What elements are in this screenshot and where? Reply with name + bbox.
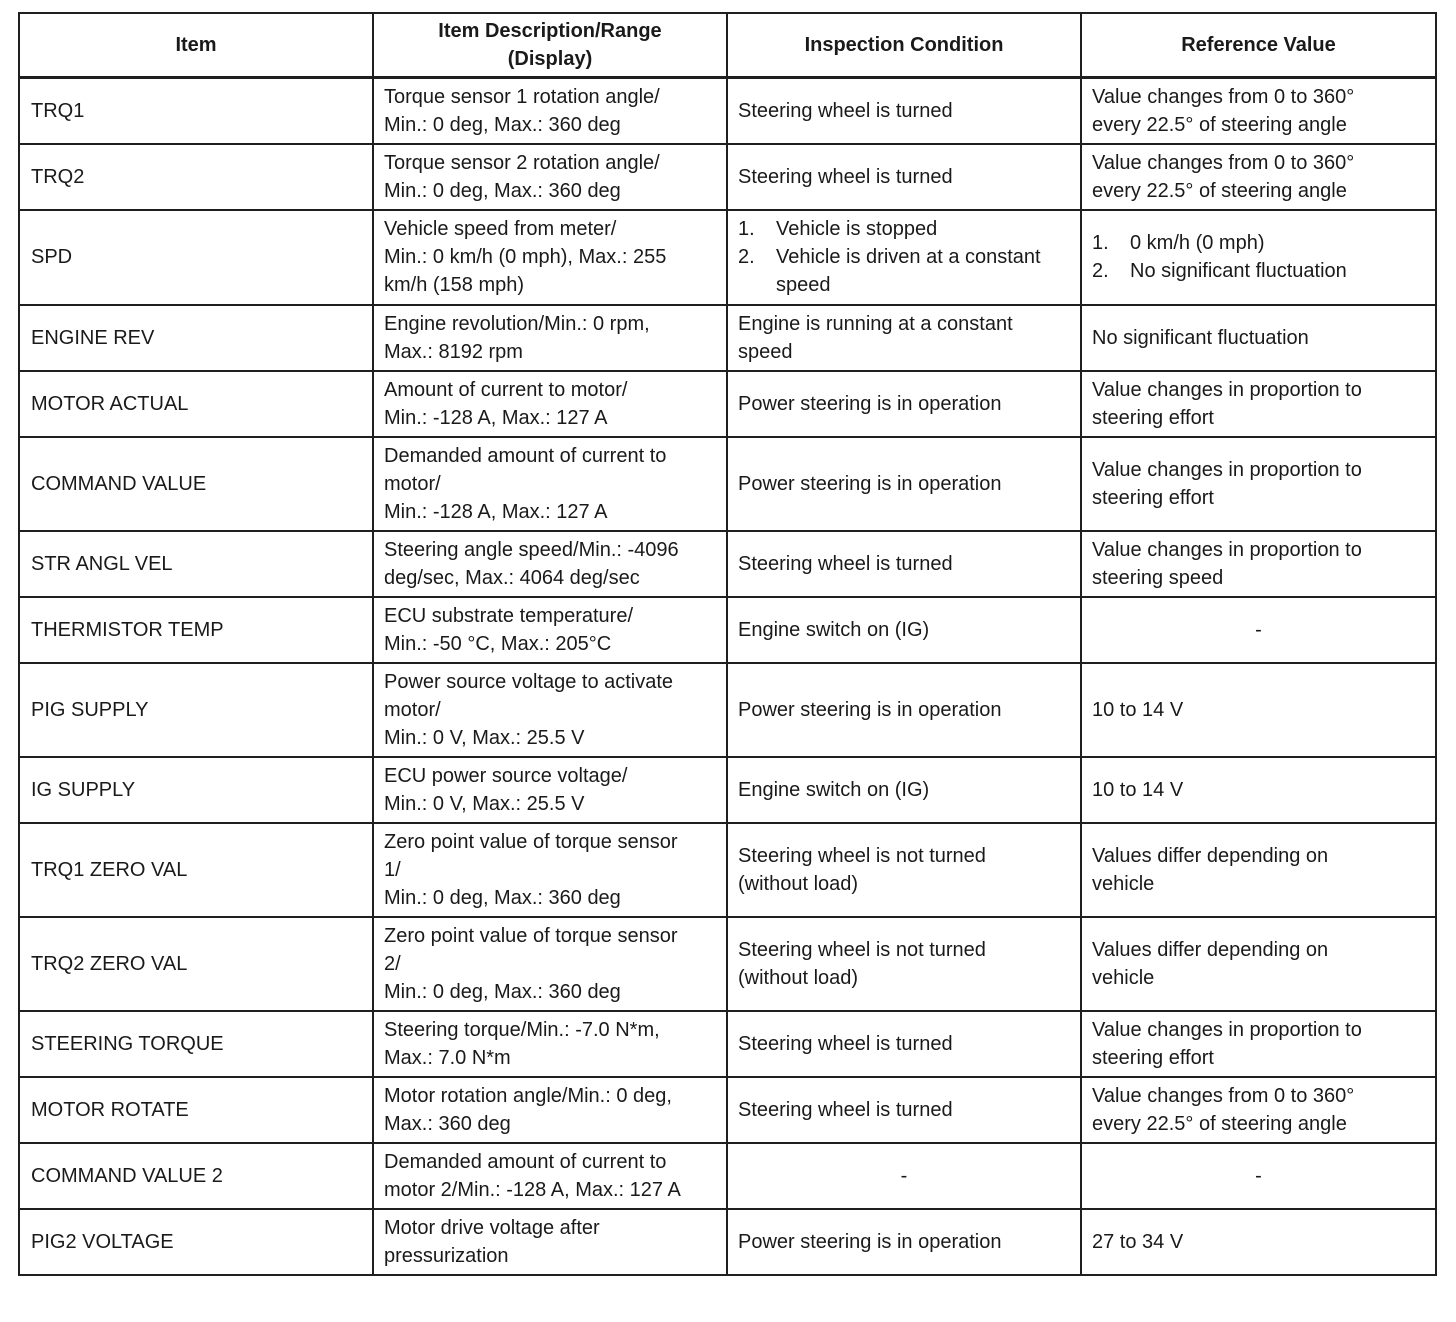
condition-cell: Power steering is in operation <box>727 1209 1081 1275</box>
description-cell: Torque sensor 2 rotation angle/ Min.: 0 deg, Max.: 360 deg <box>373 144 727 210</box>
reference-cell: 27 to 34 V <box>1081 1209 1436 1275</box>
condition-cell: Steering wheel is turned <box>727 78 1081 144</box>
description-cell: Vehicle speed from meter/ Min.: 0 km/h (0 mph), Max.: 255 km/h (158 mph) <box>373 210 727 305</box>
table-row <box>19 371 1436 437</box>
item-cell: SPD <box>19 210 373 305</box>
list-item: 1. Vehicle is stopped <box>738 218 938 240</box>
description-cell: Motor rotation angle/Min.: 0 deg, Max.: 360 deg <box>373 1077 727 1143</box>
condition-cell: Engine switch on (IG) <box>727 597 1081 663</box>
description-cell: Zero point value of torque sensor 1/ Min.: 0 deg, Max.: 360 deg <box>373 823 727 917</box>
reference-cell: 10 to 14 V <box>1081 663 1436 757</box>
reference-cell: Value changes in proportion to steering speed <box>1081 531 1436 597</box>
table-row <box>19 1011 1436 1077</box>
condition-cell <box>727 210 1081 305</box>
description-cell: Steering angle speed/Min.: -4096 deg/sec, Max.: 4064 deg/sec <box>373 531 727 597</box>
header-item: Item <box>19 13 373 78</box>
table-row <box>19 663 1436 757</box>
reference-steps <box>1092 229 1425 285</box>
header-row <box>19 13 1436 78</box>
item-cell: TRQ1 <box>19 78 373 144</box>
condition-cell: Power steering is in operation <box>727 371 1081 437</box>
condition-cell: Steering wheel is not turned (without load) <box>727 823 1081 917</box>
description-cell: ECU power source voltage/ Min.: 0 V, Max.: 25.5 V <box>373 757 727 823</box>
reference-cell: Value changes in proportion to steering effort <box>1081 371 1436 437</box>
condition-cell: Power steering is in operation <box>727 663 1081 757</box>
table-row <box>19 437 1436 531</box>
header-reference: Reference Value <box>1081 13 1436 78</box>
table-row <box>19 757 1436 823</box>
condition-cell: Steering wheel is not turned (without load) <box>727 917 1081 1011</box>
table-row <box>19 144 1436 210</box>
item-cell: TRQ2 ZERO VAL <box>19 917 373 1011</box>
list-item: 1. 0 km/h (0 mph) <box>1092 232 1265 254</box>
description-cell: Demanded amount of current to motor 2/Min.: -128 A, Max.: 127 A <box>373 1143 727 1209</box>
table-row <box>19 1143 1436 1209</box>
condition-cell: Steering wheel is turned <box>727 1011 1081 1077</box>
reference-cell: Value changes from 0 to 360° every 22.5° of steering angle <box>1081 144 1436 210</box>
table-row <box>19 210 1436 305</box>
reference-cell: - <box>1081 597 1436 663</box>
reference-cell: Values differ depending on vehicle <box>1081 823 1436 917</box>
item-cell: MOTOR ACTUAL <box>19 371 373 437</box>
data-list-table <box>18 12 1437 1276</box>
item-cell: COMMAND VALUE <box>19 437 373 531</box>
item-cell: IG SUPPLY <box>19 757 373 823</box>
item-cell: THERMISTOR TEMP <box>19 597 373 663</box>
table-row <box>19 1209 1436 1275</box>
condition-cell: Engine switch on (IG) <box>727 757 1081 823</box>
reference-cell: Value changes from 0 to 360° every 22.5° of steering angle <box>1081 78 1436 144</box>
item-cell: PIG SUPPLY <box>19 663 373 757</box>
item-cell: COMMAND VALUE 2 <box>19 1143 373 1209</box>
list-item: 2. Vehicle is driven at a constant speed <box>738 246 1041 296</box>
description-cell: ECU substrate temperature/ Min.: -50 °C, Max.: 205°C <box>373 597 727 663</box>
item-cell: MOTOR ROTATE <box>19 1077 373 1143</box>
table-row <box>19 1077 1436 1143</box>
table-row <box>19 823 1436 917</box>
reference-cell: Value changes in proportion to steering effort <box>1081 1011 1436 1077</box>
description-cell: Zero point value of torque sensor 2/ Min.: 0 deg, Max.: 360 deg <box>373 917 727 1011</box>
table-row <box>19 305 1436 371</box>
description-cell: Power source voltage to activate motor/ Min.: 0 V, Max.: 25.5 V <box>373 663 727 757</box>
item-cell: STR ANGL VEL <box>19 531 373 597</box>
condition-cell: Steering wheel is turned <box>727 144 1081 210</box>
condition-cell: Engine is running at a constant speed <box>727 305 1081 371</box>
reference-cell: Value changes in proportion to steering effort <box>1081 437 1436 531</box>
table-row <box>19 597 1436 663</box>
description-cell: Amount of current to motor/ Min.: -128 A, Max.: 127 A <box>373 371 727 437</box>
condition-cell: Power steering is in operation <box>727 437 1081 531</box>
description-cell: Engine revolution/Min.: 0 rpm, Max.: 8192 rpm <box>373 305 727 371</box>
item-cell: PIG2 VOLTAGE <box>19 1209 373 1275</box>
item-cell: TRQ1 ZERO VAL <box>19 823 373 917</box>
header-description: Item Description/Range (Display) <box>373 13 727 78</box>
condition-cell: - <box>727 1143 1081 1209</box>
condition-steps <box>738 215 1070 299</box>
condition-cell: Steering wheel is turned <box>727 1077 1081 1143</box>
description-cell: Torque sensor 1 rotation angle/ Min.: 0 deg, Max.: 360 deg <box>373 78 727 144</box>
item-cell: ENGINE REV <box>19 305 373 371</box>
description-cell: Motor drive voltage after pressurization <box>373 1209 727 1275</box>
description-cell: Demanded amount of current to motor/ Min.: -128 A, Max.: 127 A <box>373 437 727 531</box>
reference-cell: Value changes from 0 to 360° every 22.5° of steering angle <box>1081 1077 1436 1143</box>
condition-cell: Steering wheel is turned <box>727 531 1081 597</box>
list-item: 2. No significant fluctuation <box>1092 260 1347 282</box>
header-condition: Inspection Condition <box>727 13 1081 78</box>
reference-cell: No significant fluctuation <box>1081 305 1436 371</box>
reference-cell <box>1081 210 1436 305</box>
table-row <box>19 531 1436 597</box>
item-cell: TRQ2 <box>19 144 373 210</box>
reference-cell: - <box>1081 1143 1436 1209</box>
table-row <box>19 917 1436 1011</box>
reference-cell: 10 to 14 V <box>1081 757 1436 823</box>
item-cell: STEERING TORQUE <box>19 1011 373 1077</box>
description-cell: Steering torque/Min.: -7.0 N*m, Max.: 7.0 N*m <box>373 1011 727 1077</box>
reference-cell: Values differ depending on vehicle <box>1081 917 1436 1011</box>
table-row <box>19 78 1436 144</box>
data-list-sheet <box>18 12 1435 1276</box>
